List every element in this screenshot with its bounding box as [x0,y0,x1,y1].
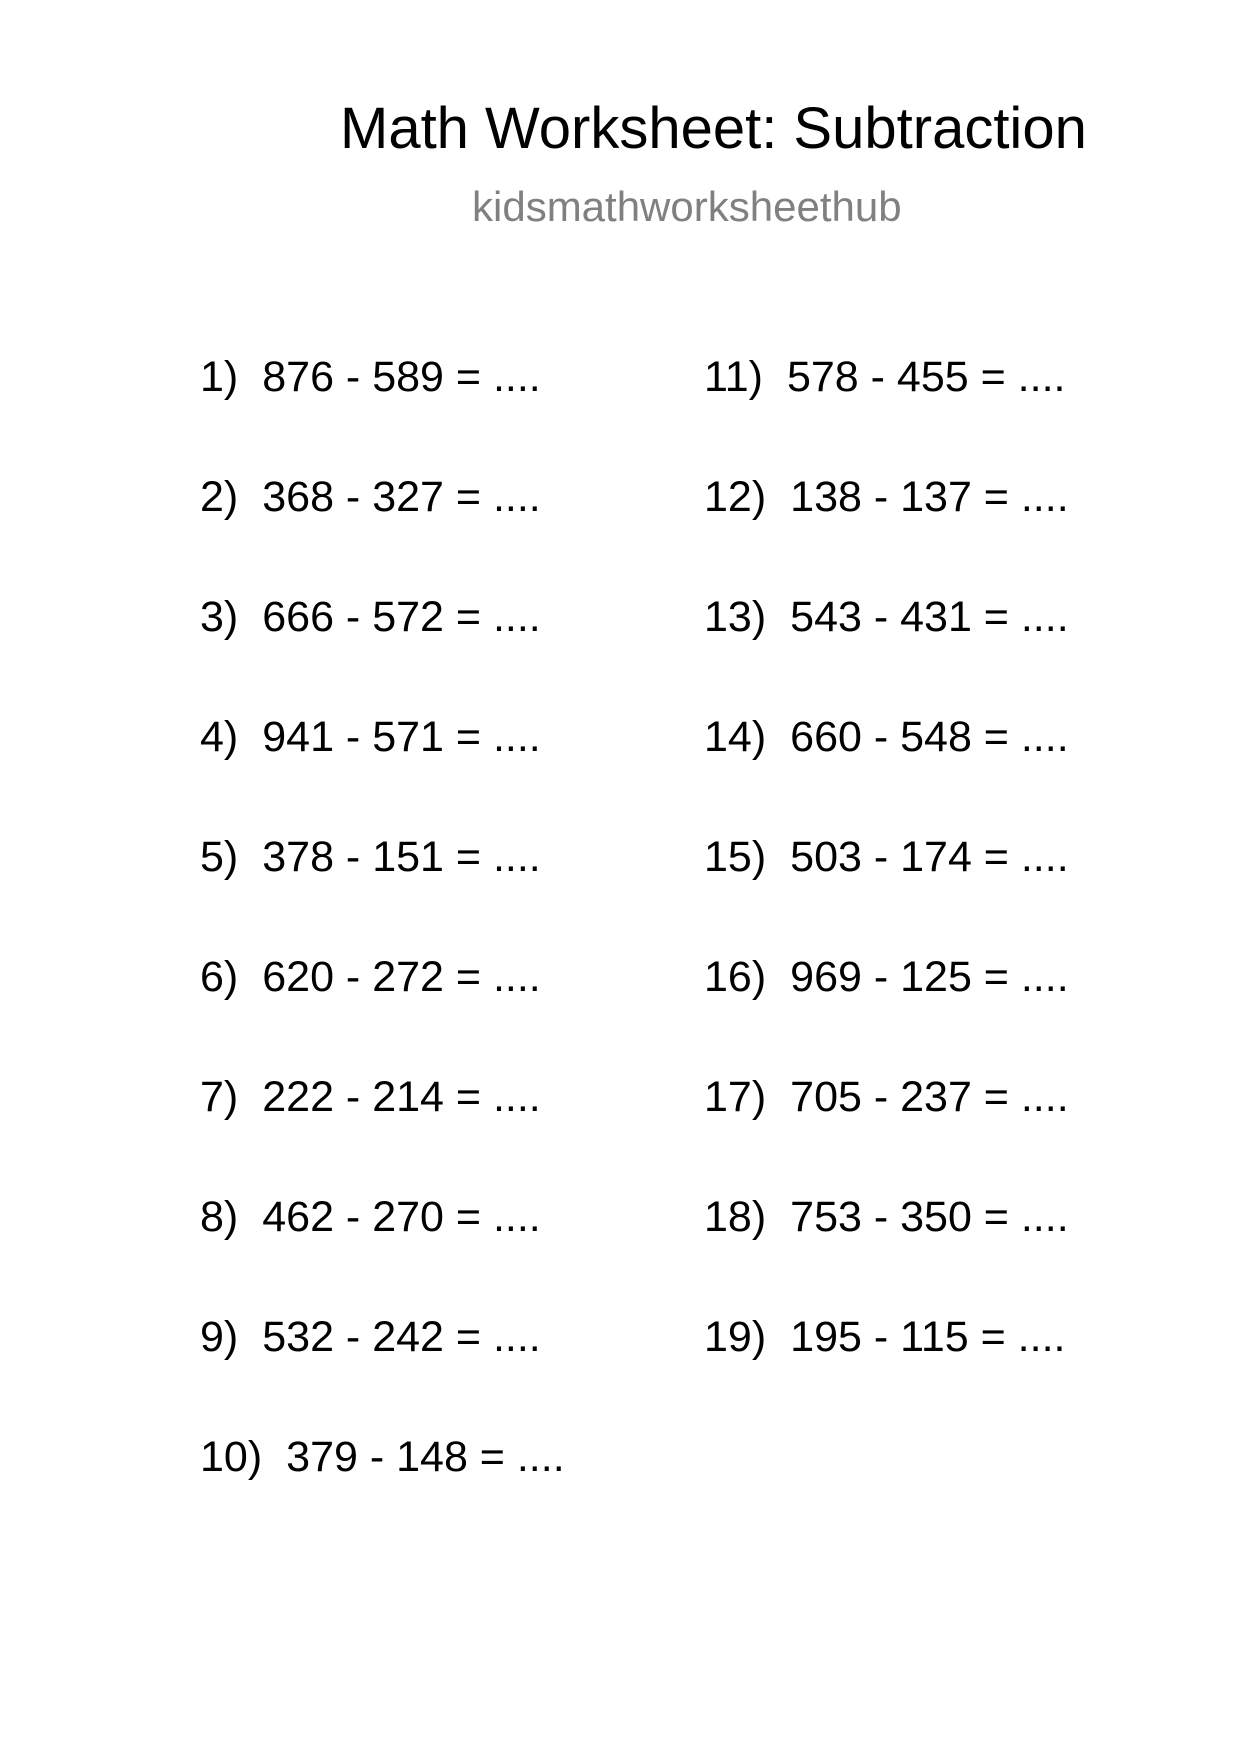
problem-expression: 969 - 125 = .... [790,953,1069,1001]
problem-number: 1) [200,353,239,401]
problem-expression: 503 - 174 = .... [790,833,1069,881]
problem-item [200,952,680,1072]
problem-expression: 368 - 327 = .... [262,473,541,521]
problem-item [704,592,1184,712]
problem-expression: 195 - 115 = .... [790,1313,1066,1361]
problem-expression: 222 - 214 = .... [262,1073,541,1121]
problem-item [200,1312,680,1432]
problem-expression: 620 - 272 = .... [262,953,541,1001]
problem-item [704,712,1184,832]
problem-number: 7) [200,1073,239,1121]
problem-item [200,1192,680,1312]
worksheet-source: kidsmathworksheethub [472,183,902,230]
problem-number: 16) [704,953,767,1001]
problem-item [704,472,1184,592]
problem-expression: 705 - 237 = .... [790,1073,1069,1121]
problems-left-column [200,352,680,1552]
problem-number: 2) [200,473,239,521]
problem-number: 18) [704,1193,767,1241]
problem-item [200,712,680,832]
problem-item [200,592,680,712]
problem-expression: 578 - 455 = .... [786,353,1066,401]
problem-number: 6) [200,953,239,1001]
problem-number: 8) [200,1193,239,1241]
problem-number: 10) [200,1433,263,1481]
worksheet-title: Math Worksheet: Subtraction [340,96,1087,161]
problem-number: 19) [704,1313,767,1361]
problem-number: 13) [704,593,767,641]
problem-number: 4) [200,713,239,761]
problem-expression: 462 - 270 = .... [262,1193,541,1241]
problem-item [704,952,1184,1072]
problem-number: 15) [704,833,767,881]
problem-item [704,1192,1184,1312]
problem-expression: 876 - 589 = .... [262,353,541,401]
problem-number: 11) [704,353,763,401]
problem-item [200,832,680,952]
problem-expression: 543 - 431 = .... [790,593,1069,641]
problem-expression: 532 - 242 = .... [262,1313,541,1361]
problems-right-column [704,352,1184,1432]
problem-item [200,1072,680,1192]
problem-expression: 666 - 572 = .... [262,593,541,641]
problem-number: 12) [704,473,767,521]
problem-item [704,1072,1184,1192]
problem-number: 5) [200,833,239,881]
problem-expression: 138 - 137 = .... [790,473,1069,521]
problem-expression: 379 - 148 = .... [286,1433,565,1481]
problem-item [704,1312,1184,1432]
problem-number: 14) [704,713,767,761]
problem-item [200,1432,680,1552]
problem-number: 17) [704,1073,767,1121]
problem-number: 9) [200,1313,239,1361]
problem-item [704,832,1184,952]
problem-expression: 660 - 548 = .... [790,713,1069,761]
problem-expression: 753 - 350 = .... [790,1193,1069,1241]
problem-item [200,352,680,472]
problem-number: 3) [200,593,239,641]
problem-item [704,352,1184,472]
problem-expression: 941 - 571 = .... [262,713,541,761]
problem-expression: 378 - 151 = .... [262,833,541,881]
problem-item [200,472,680,592]
